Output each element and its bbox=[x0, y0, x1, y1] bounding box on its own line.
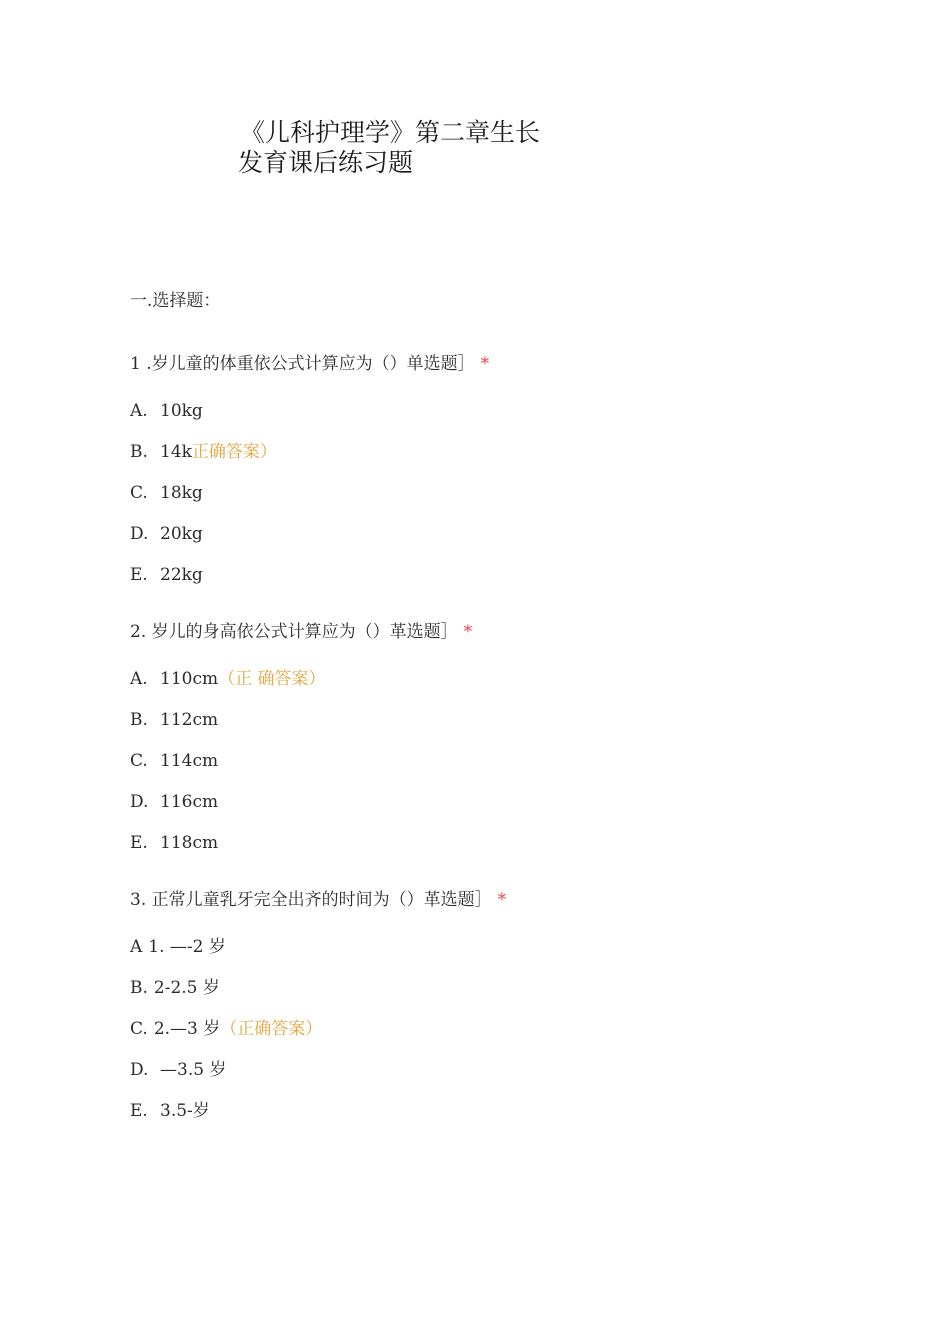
required-asterisk: * bbox=[463, 622, 473, 642]
option-value: 18kg bbox=[160, 483, 203, 503]
question-3 bbox=[130, 888, 506, 912]
question-3-option-e bbox=[130, 1099, 210, 1123]
question-3-text: 3. 正常儿童乳牙完全出齐的时间为（）革选题］ bbox=[130, 890, 492, 910]
document-title-line-2: 发育课后练习题 bbox=[238, 148, 414, 177]
option-value: —3.5 岁 bbox=[160, 1060, 227, 1080]
option-letter: B. bbox=[130, 710, 148, 730]
option-value: 2-2.5 岁 bbox=[153, 978, 220, 998]
question-3-option-d bbox=[130, 1058, 226, 1082]
question-1-option-b bbox=[130, 440, 277, 464]
question-2-option-a bbox=[130, 667, 326, 691]
section-heading: 一.选择题： bbox=[130, 291, 221, 311]
option-value: 1. —-2 岁 bbox=[148, 937, 226, 957]
option-value: 112cm bbox=[160, 710, 219, 730]
option-value: 110cm bbox=[160, 669, 219, 689]
question-2-text: 2. 岁儿的身高依公式计算应为（）革选题］ bbox=[130, 622, 458, 642]
required-asterisk: * bbox=[480, 354, 490, 374]
question-2-option-e bbox=[130, 831, 218, 855]
option-letter: D. bbox=[130, 792, 149, 812]
correct-answer-note: （正确答案） bbox=[220, 1019, 323, 1039]
question-1-text: 1 .岁儿童的体重依公式计算应为（）单选题］ bbox=[130, 354, 475, 374]
option-value: 116cm bbox=[160, 792, 219, 812]
required-asterisk: * bbox=[497, 890, 507, 910]
question-1-option-a bbox=[130, 399, 203, 423]
option-letter: E. bbox=[130, 565, 148, 585]
option-letter: C. bbox=[130, 751, 148, 771]
question-3-option-a bbox=[130, 935, 226, 959]
option-letter: A. bbox=[130, 401, 148, 421]
option-letter: D. bbox=[130, 524, 149, 544]
option-value: 2.—3 岁 bbox=[153, 1019, 221, 1039]
question-3-option-b bbox=[130, 976, 220, 1000]
question-2 bbox=[130, 620, 472, 644]
option-value: 114cm bbox=[160, 751, 219, 771]
option-letter: C. bbox=[130, 483, 148, 503]
option-letter: A bbox=[130, 937, 143, 957]
option-letter: A. bbox=[130, 669, 148, 689]
option-value: 118cm bbox=[160, 833, 219, 853]
option-value: 20kg bbox=[160, 524, 203, 544]
option-letter: D. bbox=[130, 1060, 149, 1080]
question-1-option-d bbox=[130, 522, 203, 546]
question-1 bbox=[130, 352, 489, 376]
option-letter: B. bbox=[130, 978, 148, 998]
option-letter: B. bbox=[130, 442, 148, 462]
question-2-option-d bbox=[130, 790, 218, 814]
option-value: 10kg bbox=[160, 401, 203, 421]
question-2-option-b bbox=[130, 708, 218, 732]
question-1-option-c bbox=[130, 481, 203, 505]
correct-answer-note: 正确答案） bbox=[191, 442, 277, 462]
question-3-option-c bbox=[130, 1017, 322, 1041]
option-value: 22kg bbox=[160, 565, 203, 585]
question-2-option-c bbox=[130, 749, 218, 773]
document-title bbox=[238, 118, 578, 178]
question-1-option-e bbox=[130, 563, 203, 587]
option-value: 14k bbox=[160, 442, 192, 462]
option-letter: E. bbox=[130, 1101, 148, 1121]
option-letter: E. bbox=[130, 833, 148, 853]
correct-answer-note: （正 确答案） bbox=[218, 669, 326, 689]
document-title-line-1: 《儿科护理学》第二章生长 bbox=[240, 118, 541, 147]
option-value: 3.5-岁 bbox=[160, 1101, 210, 1121]
option-letter: C. bbox=[130, 1019, 148, 1039]
